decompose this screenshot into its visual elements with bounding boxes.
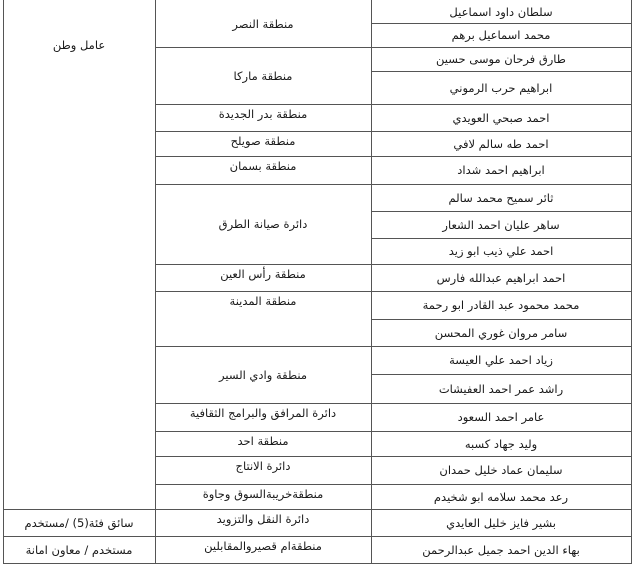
department-cell: منطقةخريبةالسوق وجاوة	[202, 487, 324, 501]
table-bottom-border	[3, 563, 632, 564]
column-border	[3, 0, 4, 563]
employee-name-cell: احمد علي ذيب ابو زيد	[448, 244, 554, 258]
employee-name-cell: ثائر سميح محمد سالم	[448, 190, 554, 205]
employee-name-cell: سليمان عماد خليل حمدان	[439, 463, 563, 477]
department-cell: منطقة صويلح	[230, 134, 296, 148]
department-cell: منطقة رأس العين	[220, 267, 306, 281]
employee-name-cell: احمد ابراهيم عبدالله فارس	[436, 270, 566, 285]
job-title-cell: مستخدم / معاون امانة	[25, 542, 133, 557]
department-cell: دائرة النقل والتزويد	[216, 512, 310, 526]
department-cell: منطقة وادي السير	[219, 367, 308, 382]
column-border	[631, 0, 632, 563]
job-title-cell: سائق فئة(5) /مستخدم	[24, 515, 134, 530]
department-cell: منطقة المدينة	[229, 294, 297, 308]
employee-name-cell: احمد صبحي العويدي	[452, 110, 550, 125]
department-cell: منطقة احد	[237, 434, 289, 448]
employee-name-cell: وليد جهاد كسبه	[464, 436, 538, 451]
department-cell: دائرة المرافق والبرامج الثقافية	[189, 406, 337, 420]
employee-name-cell: زياد احمد علي العيسة	[449, 353, 553, 367]
employee-name-cell: بشير فايز خليل العايدي	[446, 515, 556, 530]
department-cell: منطقة بدر الجديدة	[218, 107, 308, 121]
employee-name-cell: محمد اسماعيل برهم	[451, 28, 551, 42]
department-cell: منطقةام قصيروالمقابلين	[204, 539, 322, 553]
employee-name-cell: سلطان داود اسماعيل	[449, 4, 553, 19]
employee-name-cell: سامر مروان غوري المحسن	[434, 325, 568, 340]
department-cell: دائرة صيانة الطرق	[218, 217, 308, 231]
department-cell: منطقة ماركا	[233, 68, 293, 83]
employee-name-cell: احمد طه سالم لافي	[453, 136, 549, 151]
department-cell: دائرة الانتاج	[235, 459, 291, 473]
employee-name-cell: عامر احمد السعود	[457, 410, 545, 424]
employee-name-cell: بهاء الدين احمد جميل عبدالرحمن	[422, 542, 580, 557]
employee-name-cell: راشد عمر احمد العفيشات	[438, 381, 564, 396]
job-title-cell: عامل وطن	[52, 38, 106, 52]
department-cell: منطقة بسمان	[229, 159, 297, 173]
employee-name-cell: طارق فرحان موسى حسين	[436, 52, 566, 66]
employee-name-cell: رعد محمد سلامه ابو شخيدم	[433, 489, 569, 504]
employee-name-cell: ابراهيم حرب الرموني	[449, 80, 553, 95]
employee-name-cell: ابراهيم احمد شداد	[457, 163, 545, 177]
employee-name-cell: ساهر عليان احمد الشعار	[442, 217, 560, 232]
employee-name-cell: محمد محمود عبد القادر ابو رحمة	[422, 298, 580, 312]
department-cell: منطقة النصر	[232, 16, 294, 31]
